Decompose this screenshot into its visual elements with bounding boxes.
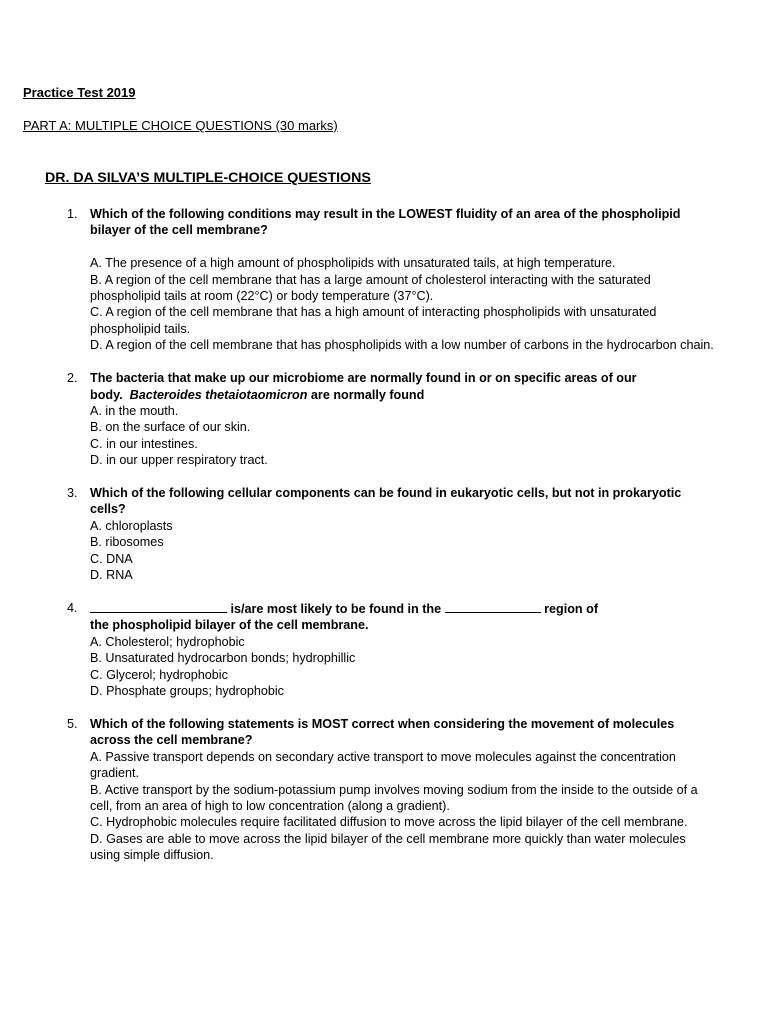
question-stem: Which of the following conditions may result in the LOWEST fluidity of an area of the phospholipid bilayer of the cell membrane?	[90, 207, 681, 238]
question-number: 1.	[67, 207, 78, 221]
option-d: D. RNA	[90, 568, 133, 583]
stem-text: are normally found	[310, 387, 425, 402]
option-d: D. in our upper respiratory tract.	[90, 453, 268, 468]
question-number: 4.	[67, 601, 78, 616]
option-b: B. Active transport by the sodium-potassium pump involves moving sodium from the inside to the outside of a cell, from an area of high to low concentration (along a gradient).	[90, 782, 698, 813]
option-a: A. chloroplasts	[90, 518, 173, 533]
stem-text: is/are most likely to be found in the	[230, 602, 442, 617]
option-c: C. A region of the cell membrane that has a high amount of interacting phospholipids with unsaturated phospholipid tails.	[90, 305, 657, 336]
question-5	[0, 716, 768, 864]
question-stem: Which of the following statements is MOST correct when considering the movement of molecules across the cell membrane?	[90, 716, 675, 748]
question-list	[0, 206, 768, 880]
question-2	[0, 370, 768, 468]
option-d: D. A region of the cell membrane that has phospholipids with a low number of carbons in the hydrocarbon chain.	[90, 338, 714, 353]
spacer	[90, 239, 718, 255]
question-number: 2.	[67, 371, 78, 386]
test-title: Practice Test 2019	[23, 85, 136, 100]
option-c: C. Glycerol; hydrophobic	[90, 667, 228, 682]
option-c: C. in our intestines.	[90, 436, 198, 451]
option-a: A. The presence of a high amount of phospholipids with unsaturated tails, at high temperature.	[90, 256, 616, 271]
question-number: 5.	[67, 716, 78, 731]
fill-in-blank	[90, 600, 227, 613]
species-name: Bacteroides thetaiotaomicron	[129, 387, 308, 402]
option-b: B. Unsaturated hydrocarbon bonds; hydrophillic	[90, 651, 356, 666]
option-a: A. in the mouth.	[90, 403, 179, 418]
option-d: D. Gases are able to move across the lipid bilayer of the cell membrane more quickly than water molecules using simple diffusion.	[90, 831, 686, 863]
question-3	[0, 485, 768, 583]
stem-text: The bacteria that make up our microbiome are normally found in or on specific areas of our body.	[90, 371, 637, 402]
option-b: B. A region of the cell membrane that has a large amount of cholesterol interacting with the saturated phospholipid tails at room (22°C) or body temperature (37°C).	[90, 272, 651, 304]
question-1	[0, 206, 768, 354]
question-4	[0, 600, 768, 699]
question-stem	[90, 370, 718, 403]
option-b: B. ribosomes	[90, 535, 164, 550]
option-c: C. Hydrophobic molecules require facilitated diffusion to move across the lipid bilayer of the cell membrane.	[90, 815, 688, 830]
question-number: 3.	[67, 486, 78, 501]
option-d: D. Phosphate groups; hydrophobic	[90, 684, 284, 699]
part-title: PART A: MULTIPLE CHOICE QUESTIONS (30 marks)	[23, 118, 338, 133]
option-a: A. Passive transport depends on secondary active transport to move molecules against the concentration gradient.	[90, 749, 676, 781]
question-stem	[90, 600, 718, 634]
question-stem: Which of the following cellular components can be found in eukaryotic cells, but not in prokaryotic cells?	[90, 486, 682, 517]
fill-in-blank	[445, 600, 541, 613]
option-c: C. DNA	[90, 551, 133, 566]
option-b: B. on the surface of our skin.	[90, 420, 251, 435]
section-heading: DR. DA SILVA’S MULTIPLE-CHOICE QUESTIONS	[45, 170, 371, 186]
stem-text: region of the phospholipid bilayer of the cell membrane.	[90, 602, 599, 633]
option-a: A. Cholesterol; hydrophobic	[90, 634, 245, 649]
